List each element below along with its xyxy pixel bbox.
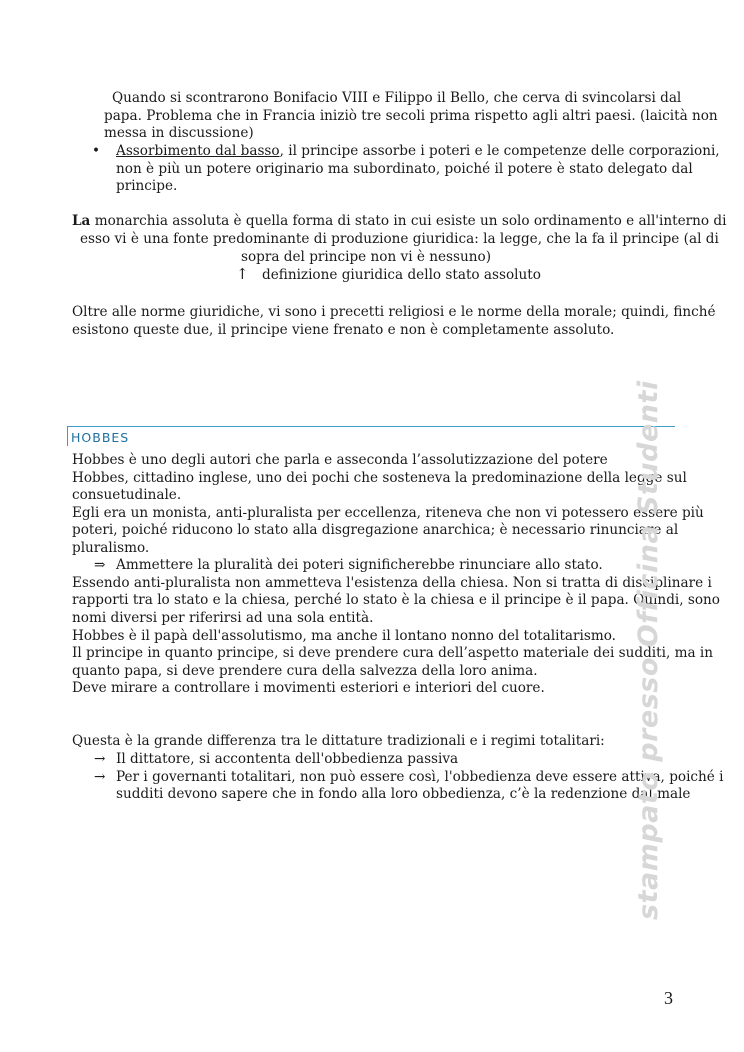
bullet-symbol: • (92, 143, 101, 159)
hobbes-line-13: Deve mirare a controllare i movimenti esteriori e interiori del cuore. (72, 680, 545, 696)
monarchia-line-2: esso vi è una fonte predominante di produzione giuridica: la legge, che la fa il principe (al di (80, 231, 719, 247)
watermark-text: stampato presso Officina Studenti (633, 380, 664, 920)
differenza-item-1: Il dittatore, si accontenta dell'obbedienza passiva (116, 751, 459, 767)
hobbes-line-8: rapporti tra lo stato e la chiesa, perché lo stato è la chiesa e il principe è il papa. Quindi, sono (72, 592, 720, 608)
monarchia-line-1-rest: monarchia assoluta è quella forma di stato in cui esiste un solo ordinamento e all'interno di (90, 213, 727, 229)
monarchia-line-3: sopra del principe non vi è nessuno) (241, 249, 492, 265)
bullet-line-1 (116, 143, 720, 161)
hobbes-line-12: quanto papa, si deve prendere cura della salvezza della loro anima. (72, 663, 538, 679)
differenza-item-2-line-1: Per i governanti totalitari, non può essere così, l'obbedienza deve essere attiva, poiché i (116, 769, 724, 785)
hobbes-line-7: Essendo anti-pluralista non ammetteva l'esistenza della chiesa. Non si tratta di disciplinare i (72, 575, 712, 591)
monarchia-line-1 (72, 213, 726, 231)
differenza-item-2-line-2: sudditi devono sapere che in fondo alla loro obbedienza, c’è la redenzione dal male (116, 786, 691, 802)
intro-line-1: Quando si scontrarono Bonifacio VIII e Filippo il Bello, che cerva di svincolarsi dal (112, 90, 682, 106)
right-arrow-icon: → (94, 751, 106, 767)
differenza-intro: Questa è la grande differenza tra le dittature tradizionali e i regimi totalitari: (72, 733, 605, 749)
right-arrow-icon: → (94, 769, 106, 785)
section-heading-hobbes: HOBBES (67, 426, 675, 446)
bullet-line-3: principe. (116, 178, 178, 194)
hobbes-line-5: poteri, poiché riducono lo stato alla disgregazione anarchica; è necessario rinunciare al (72, 522, 679, 538)
hobbes-line-10: Hobbes è il papà dell'assolutismo, ma anche il lontano nonno del totalitarismo. (72, 628, 616, 644)
implies-arrow-icon: ⇒ (94, 557, 106, 573)
monarchia-bold-prefix: La (72, 213, 91, 229)
bullet-line-1-rest: , il principe assorbe i poteri e le competenze delle corporazioni, (279, 143, 720, 159)
hobbes-line-3: consuetudinale. (72, 487, 182, 503)
bullet-line-2: non è più un potere originario ma subordinato, poiché il potere è stato delegato dal (116, 161, 693, 177)
hobbes-line-6: pluralismo. (72, 540, 150, 556)
hobbes-line-4: Egli era un monista, anti-pluralista per eccellenza, riteneva che non vi potessero essere più (72, 505, 704, 521)
monarchia-line-4: definizione giuridica dello stato assoluto (262, 267, 541, 283)
hobbes-line-2: Hobbes, cittadino inglese, uno dei pochi che sosteneva la predominazione della legge sul (72, 470, 687, 486)
implies-text: Ammettere la pluralità dei poteri significherebbe rinunciare allo stato. (116, 557, 603, 573)
hobbes-line-9: nomi diversi per riferirsi ad una sola entità. (72, 610, 374, 626)
norme-line-1: Oltre alle norme giuridiche, vi sono i precetti religiosi e le norme della morale; quindi, finché (72, 304, 716, 320)
hobbes-line-1: Hobbes è uno degli autori che parla e asseconda l’assolutizzazione del potere (72, 452, 608, 468)
page-number: 3 (664, 988, 673, 1008)
norme-line-2: esistono queste due, il principe viene frenato e non è completamente assoluto. (72, 322, 615, 338)
up-arrow-icon: ↑ (236, 265, 249, 283)
hobbes-line-11: Il principe in quanto principe, si deve prendere cura dell’aspetto materiale dei sudditi, ma in (72, 645, 714, 661)
intro-line-2: papa. Problema che in Francia iniziò tre secoli prima rispetto agli altri paesi. (laicità non (104, 108, 718, 124)
underlined-term: Assorbimento dal basso (116, 143, 280, 159)
intro-line-3: messa in discussione) (104, 125, 254, 141)
